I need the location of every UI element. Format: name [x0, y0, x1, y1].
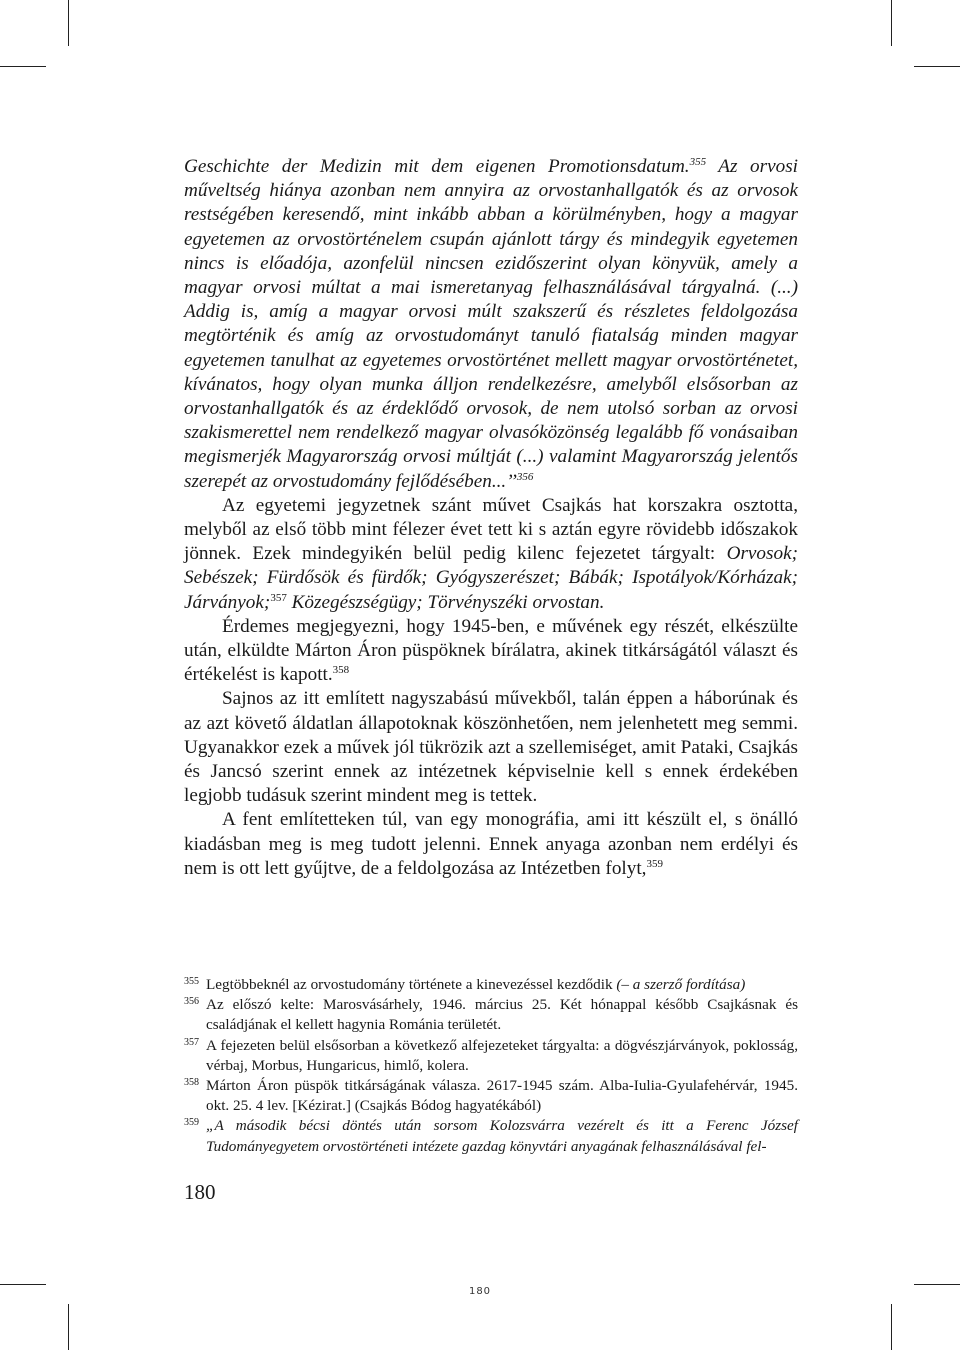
crop-mark-top-left [68, 0, 69, 46]
chapter-list-end: Közegészségügy; Törvényszéki orvostan. [286, 591, 605, 613]
footnote-text: Az előszó kelte: Marosvásárhely, 1946. március 25. Két hónappal később Csajkásnak és családjának el kellett hagynia Románia területét. [206, 996, 798, 1034]
paragraph-chapters [184, 494, 798, 615]
quote-paragraph [184, 155, 798, 494]
paragraph-monografia [184, 808, 798, 881]
footnote-text: Márton Áron püspök titkárságának válasza. 2617-1945 szám. Alba-Iulia-Gyulafehérvár, 1945. okt. 25. 4 lev. [Kézirat.] (Csajkás Bódog hagyatékából) [206, 1077, 798, 1115]
footnote-text: A fejezeten belül elsősorban a következő alfejezeteket tárgyalta: a dögvészjárványok, poklosság, vérbaj, Morbus, Hungaricus, himlő, kolera. [206, 1036, 798, 1074]
paragraph-marton-aron [184, 615, 798, 688]
footnote-number: 356 [184, 996, 199, 1008]
crop-mark-left-top [0, 66, 46, 67]
footnote-358 [184, 1076, 798, 1116]
footnotes [184, 975, 798, 1157]
footnote-ref-358[interactable]: 358 [332, 664, 350, 677]
footnote-359 [184, 1116, 798, 1156]
footnote-ref-359[interactable]: 359 [646, 857, 663, 870]
footnote-number: 359 [184, 1117, 199, 1129]
footnote-text: „A második bécsi döntés után sorsom Kolozsvárra vezérelt és itt a Ferenc József Tudományegyetem orvostörténeti intézete gazdag könyvtári anyagának felhasználásával fel- [206, 1117, 798, 1155]
footnote-ref-355[interactable]: 355 [689, 156, 707, 168]
footnote-355 [184, 975, 798, 995]
footnote-356 [184, 995, 798, 1035]
quote-text-start: Geschichte der Medizin mit dem eigenen Promotionsdatum. [184, 156, 690, 177]
footnote-number: 357 [184, 1036, 199, 1048]
footnote-ref-356[interactable]: 356 [516, 470, 534, 483]
quote-text-body: Az orvosi műveltség hiánya azonban nem annyira az orvostanhallgatók és az orvosok restségében keresendő, mint inkább abban a körülményben, hogy a magyar egyetemen az orvostörténelem csupán ajánlott tárgy és mindegyik egyetemen nincs is előadója, azonfelül nincsen ezidőszerint olyan könyvük, amely a magyar orvosi múltat a mai ismeretanyag felhasználásával tárgyalná. (...) Addig is, amíg a magyar orvosi múlt szakszerű és részletes feldolgozása megtörténik és amíg az orvostudományt tanuló fiatalság minden magyar egyetemen tanulhat az egyetemes orvostörténet mellett magyar orvostörténetet, kívánatos, hogy olyan munka álljon rendelkezésre, amelyből elsősorban az orvostanhallgatók és az érdeklődő orvosok, de nem utolsó sorban az orvosi szakismerettel nem rendelkező magyar olvasóközönség legalább fő vonásaiban megismerjék Magyarország orvosi múltját (...) valamint Magyarország jelentős szerepét az orvostudomány fejlődésében...’’ [184, 156, 798, 492]
paragraph-sajnos [184, 687, 798, 808]
paragraph-sajnos-text: Sajnos az itt említett nagyszabású művekből, talán éppen a háborúnak és az azt követő áldatlan állapotoknak köszönhetően, nem jelenhetett meg semmi. Ugyanakkor ezek a művek jól tükrözik azt a szellemiséget, amit Pataki, Csajkás és Jancsó szerint ennek az intézetnek képviselnie kell s ennek érdekében legjobb tudásuk szerint mindent meg is tettek. [184, 688, 798, 807]
main-text [184, 155, 798, 881]
crop-mark-bottom-right [891, 1304, 892, 1350]
page-number: 180 [184, 1180, 216, 1204]
footer-page-number: 180 [468, 1286, 492, 1297]
footnote-number: 358 [184, 1077, 199, 1089]
crop-mark-right-bottom [914, 1284, 960, 1285]
footnote-text: Legtöbbeknél az orvostudomány története a kinevezéssel kezdődik [206, 976, 617, 993]
crop-mark-right-top [914, 66, 960, 67]
chapter-list: Orvosok; Sebészek; Fürdősök és fürdők; Gyógyszerészet; Bábák; Ispotályok/Kórházak; Járványok; [184, 543, 798, 613]
footnote-357 [184, 1036, 798, 1076]
crop-mark-bottom-left [68, 1304, 69, 1350]
crop-mark-top-right [891, 0, 892, 46]
footnote-translator-note: (– a szerző fordítása) [616, 976, 746, 993]
paragraph-monografia-text: A fent említetteken túl, van egy monográfia, ami itt készült el, s önálló kiadásban meg is meg tudott jelenni. Ennek anyaga azonban nem erdélyi és nem is ott lett gyűjtve, de a feldolgozása az Intézetben folyt, [184, 809, 798, 879]
paragraph-marton-aron-text: Érdemes megjegyezni, hogy 1945-ben, e művének egy részét, elkészülte után, elküldte Márton Áron püspöknek bírálatra, akinek titkárságától választ és értékelést is kapott. [184, 615, 798, 686]
crop-mark-left-bottom [0, 1284, 46, 1285]
footnote-ref-357[interactable]: 357 [270, 591, 287, 604]
footnote-number: 355 [184, 976, 199, 987]
paragraph-chapters-text: Az egyetemi jegyzetnek szánt művet Csajkás hat korszakra osztotta, melyből az első több mint félezer évet tett ki s aztán egyre rövidebb időszakok jönnek. Ezek mindegyikén belül pedig kilenc fejezetet tárgyalt: [184, 494, 798, 565]
